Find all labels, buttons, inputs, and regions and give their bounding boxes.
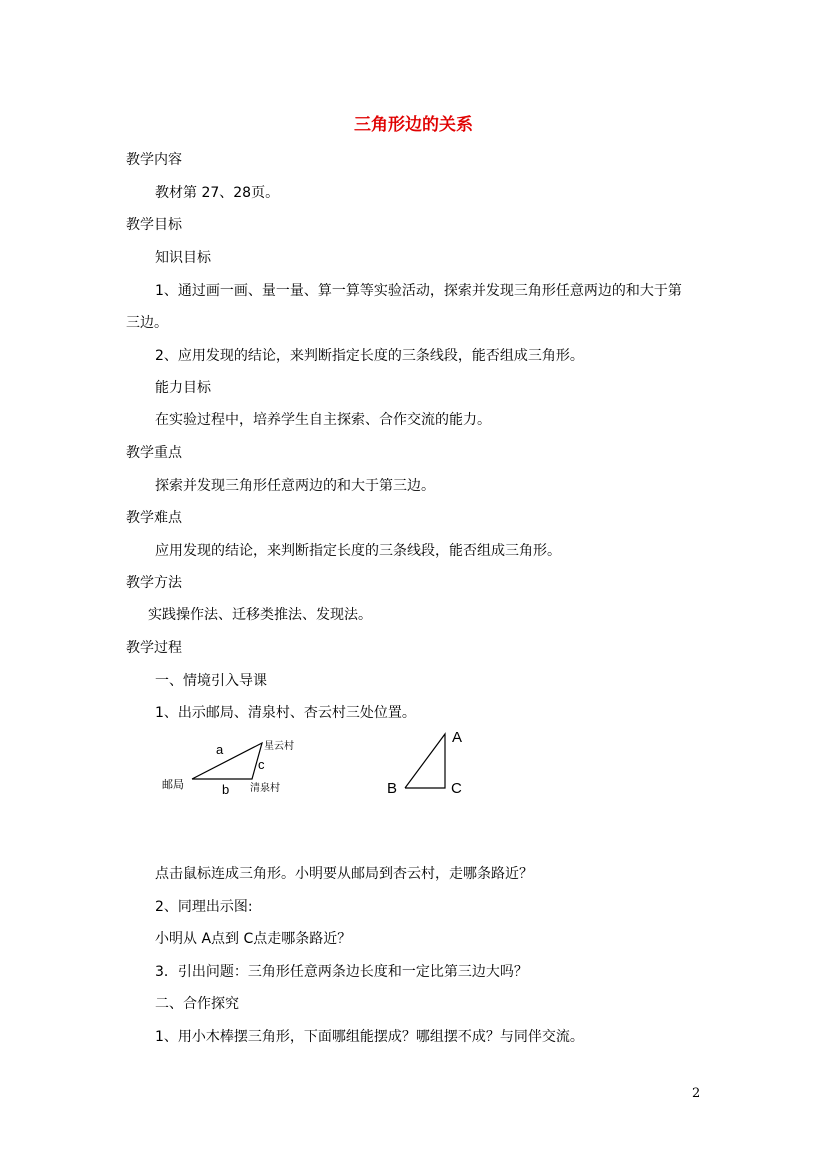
paragraph: 3．引出问题：三角形任意两条边长度和一定比第三边大吗？	[155, 964, 528, 980]
section-heading: 教学目标	[126, 217, 182, 233]
label-village-top: 星云村	[264, 741, 294, 752]
document-title: 三角形边的关系	[354, 115, 473, 135]
section-heading: 教学内容	[126, 152, 182, 168]
paragraph: 1、通过画一画、量一量、算一算等实验活动，探索并发现三角形任意两边的和大于第	[155, 283, 682, 299]
paragraph: 小明从 A点到 C点走哪条路近？	[155, 931, 352, 947]
label-village-bottom: 清泉村	[250, 783, 280, 794]
section-heading: 教学过程	[126, 640, 182, 656]
paragraph: 1、出示邮局、清泉村、杏云村三处位置。	[155, 705, 416, 721]
paragraph: 点击鼠标连成三角形。小明要从邮局到杏云村，走哪条路近？	[155, 866, 533, 882]
label-side-c: c	[258, 757, 265, 772]
paragraph: 三边。	[126, 315, 168, 331]
paragraph: 探索并发现三角形任意两边的和大于第三边。	[155, 478, 435, 494]
page-number: 2	[692, 1086, 701, 1101]
paragraph: 在实验过程中，培养学生自主探索、合作交流的能力。	[155, 412, 491, 428]
label-side-a: a	[216, 742, 224, 757]
paragraph: 2、应用发现的结论，来判断指定长度的三条线段，能否组成三角形。	[155, 348, 584, 364]
label-point-b: B	[387, 780, 398, 797]
label-post-office: 邮局	[162, 778, 184, 791]
section-heading: 教学方法	[126, 575, 182, 591]
paragraph: 1、用小木棒摆三角形，下面哪组能摆成？哪组摆不成？与同伴交流。	[155, 1029, 584, 1045]
label-point-a: A	[452, 729, 463, 746]
triangle-outline	[192, 743, 262, 779]
label-side-b: b	[222, 782, 230, 797]
subheading: 知识目标	[155, 250, 211, 266]
triangle-figure-villages	[158, 735, 294, 797]
paragraph: 实践操作法、迁移类推法、发现法。	[148, 607, 372, 623]
triangle-figure-abc	[382, 726, 472, 800]
paragraph: 应用发现的结论，来判断指定长度的三条线段，能否组成三角形。	[155, 543, 561, 559]
subheading: 二、合作探究	[155, 996, 239, 1012]
section-heading: 教学难点	[126, 510, 182, 526]
subheading: 能力目标	[155, 380, 211, 396]
subheading: 一、情境引入导课	[155, 673, 267, 689]
right-triangle-outline	[405, 734, 445, 788]
paragraph: 2、同理出示图:	[155, 899, 253, 915]
label-point-c: C	[451, 780, 462, 797]
paragraph: 教材第 27、28页。	[155, 185, 280, 201]
section-heading: 教学重点	[126, 445, 182, 461]
